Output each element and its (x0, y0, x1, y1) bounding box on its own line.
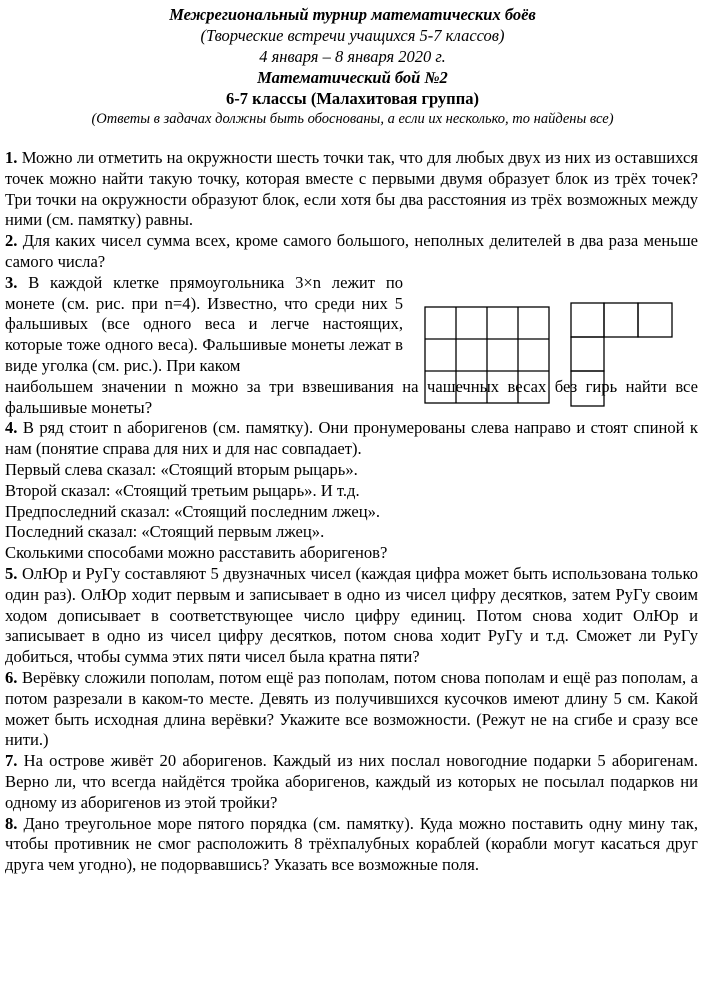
problem-4 (5, 418, 698, 564)
statement-line: Последний сказал: «Стоящий первым лжец». (5, 522, 325, 542)
statement-line: Предпоследний сказал: «Стоящий последним лжец». (5, 501, 381, 521)
tournament-title: Межрегиональный турнир математических боёв (169, 5, 536, 24)
problem-6 (5, 668, 698, 751)
problem-text: наибольшем значении n можно за три взвешивания на чашечных весах без гирь найти все фальшивые монеты? (5, 376, 698, 417)
tournament-dates: 4 января – 8 января 2020 г. (259, 47, 446, 66)
problem-text: Верёвку сложили пополам, потом ещё раз пополам, потом снова пополам и ещё раз пополам, а потом разрезали в каком-то месте. Девять из получившихся кусочков имеют длину 5 см. Какой может быть исходная длина верёвки? Укажите все возможности. (Режут не на сгибе и сразу все нити.) (5, 667, 698, 750)
tournament-subtitle: (Творческие встречи учащихся 5-7 классов) (200, 26, 505, 45)
problem-text: ОлЮр и РуГу составляют 5 двузначных чисел (каждая цифра может быть использована только один раз). ОлЮр ходит первым и записывает в одно из чисел цифру десятков, затем РуГу своим ходом дописывает в соответствующее число цифру единиц. Потом снова ходит ОлЮр и записывает в одно из чисел цифру десятков, потом снова ходит РуГу и т.д. Сможет ли РуГу добиться, чтобы сумма этих пяти чисел была кратна пяти? (5, 563, 699, 667)
problem-number: 6. (5, 667, 18, 687)
problem-text: Дано треугольное море пятого порядка (см. памятку). Куда можно поставить одну мину так, чтобы противник не смог расположить 8 трёхпалубных кораблей (корабли могут касаться друг друга чем угодно), не подорвавшись? Указать все возможные поля. (5, 813, 698, 875)
problem-number: 1. (5, 148, 18, 167)
problem-list (5, 148, 698, 876)
coin-grid-figure (424, 306, 552, 406)
problem-number: 3. (5, 272, 18, 292)
problem-number: 5. (5, 563, 18, 583)
problem-text: На острове живёт 20 аборигенов. Каждый из них послал новогодние подарки 5 аборигенам. Верно ли, что всегда найдётся тройка аборигенов, каждый из которых не посылал подарков ни одному из аборигенов из этой тройки? (5, 751, 698, 812)
header (0, 4, 705, 130)
problem-3-figures (424, 302, 684, 412)
problem-text: Можно ли отметить на окружности шесть точки так, что для любых двух из них из оставшихся точек можно найти такую точку, которая вместе с первыми двумя образует блок из трёх точек? Три точки на окружности образуют блок, если хотя бы два расстояния из трёх возможных между ними (см. памятку) равны. (5, 148, 698, 230)
problem-number: 4. (5, 418, 18, 438)
problem-number: 8. (5, 813, 18, 833)
problem-text: Для каких чисел сумма всех, кроме самого большого, неполных делителей в два раза меньше самого числа? (5, 231, 698, 271)
problem-2 (5, 231, 698, 273)
statement-line: Второй сказал: «Стоящий третьим рыцарь». И т.д. (5, 480, 360, 500)
problem-number: 7. (5, 751, 18, 771)
answers-note: (Ответы в задачах должны быть обоснованы, а если их несколько, то найдены все) (91, 111, 614, 127)
problem-text: В ряд стоит n аборигенов (см. памятку). Они пронумерованы слева направо и стоят спиной к нам (понятие справа для них и для нас совпадает). (5, 418, 698, 459)
problem-8 (5, 814, 698, 876)
problem-number: 2. (5, 231, 18, 251)
problem-1 (5, 148, 698, 231)
group-title: 6-7 классы (Малахитовая группа) (226, 89, 479, 108)
battle-title: Математический бой №2 (257, 68, 448, 87)
problem-7 (5, 751, 698, 813)
problem-5 (5, 564, 698, 668)
corner-shape-figure (570, 302, 676, 408)
problem-3 (5, 273, 403, 377)
statement-line: Сколькими способами можно расставить аборигенов? (5, 543, 388, 563)
problem-text: В каждой клетке прямоугольника 3×n лежит по монете (см. рис. при n=4). Известно, что среди них 5 фальшивых (все одного веса и легче настоящих, которые тоже одного веса). Фальшивые монеты лежат в виде уголка (см. рис.). При каком (5, 272, 403, 375)
statement-line: Первый слева сказал: «Стоящий вторым рыцарь». (5, 459, 358, 479)
